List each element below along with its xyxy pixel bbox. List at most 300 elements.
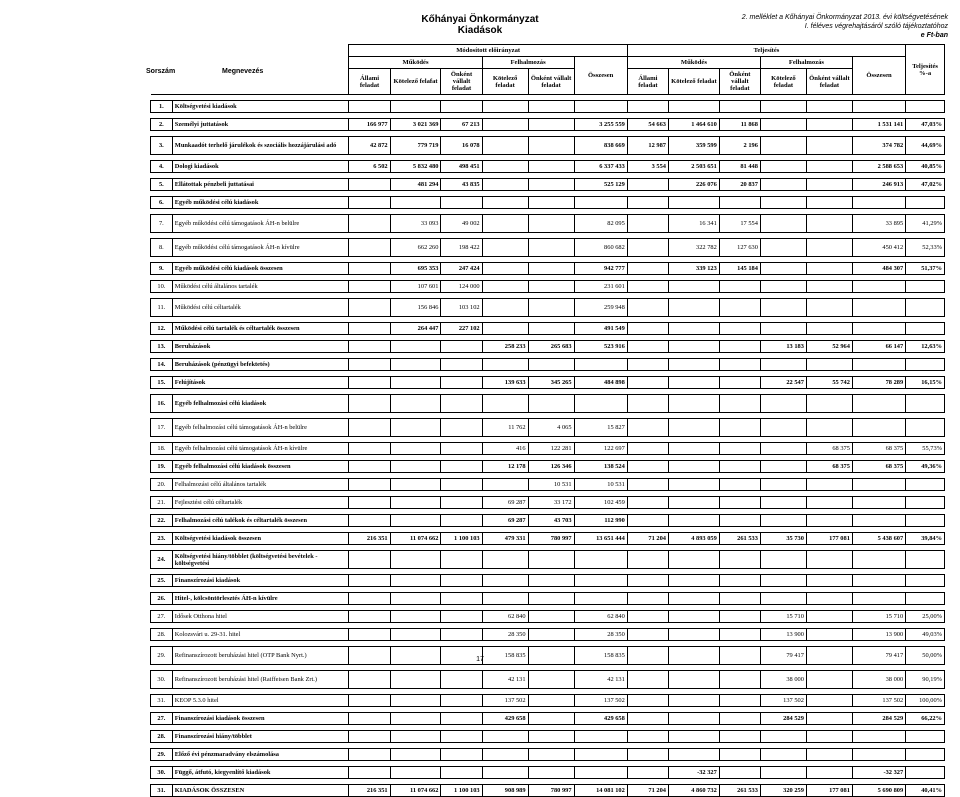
value-cell xyxy=(390,713,441,725)
value-cell xyxy=(760,575,806,587)
value-cell: 102 459 xyxy=(574,497,627,509)
row-label: Függő, átfutó, kiegyenlítő kiadások xyxy=(172,767,349,779)
value-cell: 695 353 xyxy=(390,263,441,275)
value-cell xyxy=(760,101,806,113)
table-row xyxy=(151,497,945,509)
value-cell xyxy=(719,731,760,743)
value-cell: 47,02% xyxy=(906,179,945,191)
value-cell: 40,41% xyxy=(906,785,945,797)
row-number: 1. xyxy=(151,101,173,113)
value-cell: 124 000 xyxy=(441,281,482,293)
value-cell xyxy=(627,551,668,569)
value-cell xyxy=(528,215,574,233)
value-cell xyxy=(806,101,852,113)
value-cell xyxy=(668,749,719,761)
value-cell: 5 832 480 xyxy=(390,161,441,173)
value-cell xyxy=(349,281,390,293)
value-cell xyxy=(574,731,627,743)
value-cell xyxy=(668,497,719,509)
value-cell xyxy=(668,419,719,437)
table-row xyxy=(151,239,945,257)
value-cell xyxy=(668,281,719,293)
unit-label: e Ft-ban xyxy=(920,32,948,39)
value-cell: 122 281 xyxy=(528,443,574,455)
value-cell xyxy=(668,611,719,623)
value-cell xyxy=(528,713,574,725)
teljesites-pct-header: Teljesítés %-a xyxy=(906,45,945,95)
value-cell xyxy=(760,359,806,371)
value-cell: 39,84% xyxy=(906,533,945,545)
value-cell xyxy=(390,101,441,113)
value-cell: 339 123 xyxy=(668,263,719,275)
value-cell xyxy=(627,629,668,641)
value-cell: 3 021 369 xyxy=(390,119,441,131)
value-cell: 49,03% xyxy=(906,629,945,641)
value-cell xyxy=(719,575,760,587)
value-cell xyxy=(627,443,668,455)
table-row xyxy=(151,695,945,707)
table-row xyxy=(151,359,945,371)
value-cell: 42 131 xyxy=(482,671,528,689)
value-cell: 42 131 xyxy=(574,671,627,689)
table-row xyxy=(151,419,945,437)
value-cell xyxy=(528,749,574,761)
value-cell xyxy=(719,395,760,413)
document-title: Kőhányai Önkormányzat xyxy=(421,14,539,25)
value-cell xyxy=(349,479,390,491)
value-cell xyxy=(390,671,441,689)
value-cell xyxy=(441,671,482,689)
row-number: 18. xyxy=(151,443,173,455)
table-row xyxy=(151,575,945,587)
value-cell xyxy=(760,593,806,605)
row-label: Finanszírozási kiadások összesen xyxy=(172,713,349,725)
document-subtitle: Kiadások xyxy=(457,25,503,36)
value-cell xyxy=(627,239,668,257)
value-cell xyxy=(719,377,760,389)
value-cell: 177 081 xyxy=(806,785,852,797)
value-cell xyxy=(806,239,852,257)
value-cell xyxy=(852,515,905,527)
value-cell xyxy=(719,713,760,725)
onkent-header: Önként vállalt feladat xyxy=(441,69,482,95)
value-cell xyxy=(668,395,719,413)
value-cell xyxy=(852,281,905,293)
value-cell: 50,00% xyxy=(906,647,945,665)
row-label: Finanszírozási kiadások xyxy=(172,575,349,587)
value-cell: 13 900 xyxy=(852,629,905,641)
value-cell xyxy=(627,299,668,317)
value-cell xyxy=(482,479,528,491)
value-cell xyxy=(349,593,390,605)
value-cell: 47,03% xyxy=(906,119,945,131)
value-cell xyxy=(528,137,574,155)
row-label: Refinanszírozott beruházási hitel (OTP Bank Nyrt.) xyxy=(172,647,349,665)
value-cell: 498 451 xyxy=(441,161,482,173)
value-cell xyxy=(719,629,760,641)
table-row xyxy=(151,785,945,797)
value-cell: 481 294 xyxy=(390,179,441,191)
value-cell xyxy=(906,551,945,569)
value-cell xyxy=(349,671,390,689)
value-cell: 838 669 xyxy=(574,137,627,155)
value-cell xyxy=(719,497,760,509)
value-cell: 51,37% xyxy=(906,263,945,275)
value-cell xyxy=(349,323,390,335)
value-cell: 2 588 653 xyxy=(852,161,905,173)
value-cell xyxy=(349,263,390,275)
value-cell xyxy=(719,359,760,371)
value-cell xyxy=(668,443,719,455)
value-cell xyxy=(441,731,482,743)
value-cell xyxy=(760,551,806,569)
value-cell: 62 840 xyxy=(574,611,627,623)
value-cell xyxy=(852,101,905,113)
value-cell xyxy=(390,593,441,605)
value-cell xyxy=(627,377,668,389)
value-cell: 13 900 xyxy=(760,629,806,641)
value-cell xyxy=(482,101,528,113)
value-cell: 103 102 xyxy=(441,299,482,317)
value-cell xyxy=(719,671,760,689)
table-row xyxy=(151,323,945,335)
value-cell: 28 350 xyxy=(574,629,627,641)
table-row xyxy=(151,377,945,389)
table-row xyxy=(151,671,945,689)
value-cell: 33 895 xyxy=(852,215,905,233)
value-cell xyxy=(482,281,528,293)
value-cell xyxy=(441,341,482,353)
value-cell xyxy=(627,479,668,491)
value-cell xyxy=(719,515,760,527)
row-label: Finanszírozási hiány/többlet xyxy=(172,731,349,743)
value-cell xyxy=(760,239,806,257)
value-cell: 28 350 xyxy=(482,629,528,641)
value-cell xyxy=(760,395,806,413)
value-cell xyxy=(806,263,852,275)
table-row xyxy=(151,443,945,455)
value-cell: 216 351 xyxy=(349,785,390,797)
value-cell: 69 287 xyxy=(482,515,528,527)
felhalmozas-header-actual: Felhalmozás xyxy=(760,57,852,69)
value-cell: 13 651 444 xyxy=(574,533,627,545)
value-cell: 71 204 xyxy=(627,785,668,797)
value-cell: 22 547 xyxy=(760,377,806,389)
value-cell xyxy=(349,101,390,113)
page-number: 17 xyxy=(476,656,484,663)
row-label: Működési célú általános tartalék xyxy=(172,281,349,293)
value-cell xyxy=(760,215,806,233)
value-cell xyxy=(482,323,528,335)
value-cell: 265 683 xyxy=(528,341,574,353)
value-cell xyxy=(668,341,719,353)
value-cell xyxy=(528,575,574,587)
value-cell xyxy=(719,767,760,779)
value-cell xyxy=(349,377,390,389)
value-cell xyxy=(668,359,719,371)
value-cell xyxy=(390,575,441,587)
value-cell: 33 093 xyxy=(390,215,441,233)
allami-header-2: Állami feladat xyxy=(627,69,668,95)
value-cell xyxy=(482,731,528,743)
value-cell xyxy=(668,695,719,707)
value-cell xyxy=(390,515,441,527)
value-cell xyxy=(390,197,441,209)
value-cell xyxy=(806,479,852,491)
sorszam-header: Sorszám xyxy=(146,68,176,75)
value-cell: 11 074 662 xyxy=(390,533,441,545)
row-label: Dologi kiadások xyxy=(172,161,349,173)
table-row xyxy=(151,515,945,527)
value-cell xyxy=(390,551,441,569)
annex-note xyxy=(742,13,948,40)
row-number: 6. xyxy=(151,197,173,209)
value-cell: 177 081 xyxy=(806,533,852,545)
value-cell: 12 178 xyxy=(482,461,528,473)
allami-header: Állami feladat xyxy=(349,69,390,95)
value-cell xyxy=(627,695,668,707)
value-cell xyxy=(441,461,482,473)
row-label: Működési célú tartalék és céltartalék összesen xyxy=(172,323,349,335)
value-cell xyxy=(806,515,852,527)
value-cell xyxy=(668,323,719,335)
value-cell xyxy=(627,767,668,779)
value-cell xyxy=(906,323,945,335)
value-cell xyxy=(441,443,482,455)
table-row xyxy=(151,137,945,155)
value-cell xyxy=(852,575,905,587)
value-cell xyxy=(760,419,806,437)
value-cell: 259 948 xyxy=(574,299,627,317)
value-cell: 43 835 xyxy=(441,179,482,191)
row-label: Egyéb felhalmozási célú támogatások ÁH-n kívülre xyxy=(172,443,349,455)
value-cell xyxy=(574,749,627,761)
row-number: 14. xyxy=(151,359,173,371)
value-cell: 156 846 xyxy=(390,299,441,317)
value-cell xyxy=(906,497,945,509)
value-cell xyxy=(906,281,945,293)
value-cell xyxy=(627,671,668,689)
value-cell: 12 987 xyxy=(627,137,668,155)
value-cell: 90,19% xyxy=(906,671,945,689)
value-cell: 359 599 xyxy=(668,137,719,155)
value-cell xyxy=(528,551,574,569)
value-cell xyxy=(806,695,852,707)
value-cell xyxy=(806,713,852,725)
value-cell: 158 835 xyxy=(482,647,528,665)
megnevezes-header: Megnevezés xyxy=(222,68,264,75)
value-cell: 284 529 xyxy=(852,713,905,725)
row-number: 29. xyxy=(151,749,173,761)
value-cell xyxy=(906,515,945,527)
value-cell xyxy=(441,611,482,623)
value-cell: 662 260 xyxy=(390,239,441,257)
annex-line-2: I. féléves végrehajtásáról szóló tájékoztatóhoz xyxy=(804,23,948,30)
value-cell: 66,22% xyxy=(906,713,945,725)
value-cell xyxy=(906,749,945,761)
value-cell xyxy=(441,419,482,437)
row-number: 11. xyxy=(151,299,173,317)
value-cell xyxy=(482,593,528,605)
value-cell xyxy=(482,263,528,275)
value-cell: 55 742 xyxy=(806,377,852,389)
value-cell xyxy=(349,767,390,779)
value-cell: 216 351 xyxy=(349,533,390,545)
value-cell: 284 529 xyxy=(760,713,806,725)
value-cell xyxy=(390,611,441,623)
row-number: 2. xyxy=(151,119,173,131)
value-cell: 525 129 xyxy=(574,179,627,191)
value-cell: 54 663 xyxy=(627,119,668,131)
row-label: Felhalmozási célú általános tartalék xyxy=(172,479,349,491)
value-cell xyxy=(482,239,528,257)
value-cell xyxy=(760,731,806,743)
value-cell: 137 502 xyxy=(574,695,627,707)
value-cell xyxy=(906,299,945,317)
table-row xyxy=(151,281,945,293)
value-cell xyxy=(390,497,441,509)
value-cell xyxy=(441,395,482,413)
value-cell xyxy=(806,611,852,623)
value-cell xyxy=(906,101,945,113)
value-cell xyxy=(760,515,806,527)
value-cell xyxy=(627,359,668,371)
value-cell: 523 916 xyxy=(574,341,627,353)
value-cell xyxy=(668,299,719,317)
value-cell xyxy=(760,119,806,131)
kotelezo-f-header-2: Kötelező feladat xyxy=(760,69,806,95)
value-cell: 4 860 732 xyxy=(668,785,719,797)
table-row xyxy=(151,533,945,545)
value-cell: 49,36% xyxy=(906,461,945,473)
table-row xyxy=(151,713,945,725)
value-cell: 69 287 xyxy=(482,497,528,509)
value-cell xyxy=(627,731,668,743)
row-number: 12. xyxy=(151,323,173,335)
kotelezo-m-header: Kötelező felafat xyxy=(390,69,441,95)
value-cell xyxy=(574,101,627,113)
value-cell: 137 502 xyxy=(852,695,905,707)
value-cell xyxy=(806,197,852,209)
row-number: 26. xyxy=(151,593,173,605)
value-cell: 17 554 xyxy=(719,215,760,233)
row-label: KEOP 5.3.0 hitel xyxy=(172,695,349,707)
value-cell: 15 827 xyxy=(574,419,627,437)
row-label: Egyéb felhalmozási célú kiadások xyxy=(172,395,349,413)
value-cell: 450 412 xyxy=(852,239,905,257)
table-row xyxy=(151,461,945,473)
value-cell: 38 000 xyxy=(760,671,806,689)
value-cell xyxy=(441,551,482,569)
value-cell: 62 840 xyxy=(482,611,528,623)
value-cell xyxy=(482,299,528,317)
row-number: 27. xyxy=(151,713,173,725)
value-cell xyxy=(627,323,668,335)
value-cell xyxy=(349,395,390,413)
value-cell: 261 533 xyxy=(719,785,760,797)
row-label: Költségvetési kiadások összesen xyxy=(172,533,349,545)
value-cell: 1 100 103 xyxy=(441,533,482,545)
table-row xyxy=(151,341,945,353)
osszesen-header-actual: Összesen xyxy=(852,57,905,95)
value-cell xyxy=(390,395,441,413)
value-cell xyxy=(528,671,574,689)
value-cell xyxy=(906,479,945,491)
value-cell xyxy=(627,179,668,191)
value-cell: 137 502 xyxy=(760,695,806,707)
value-cell xyxy=(482,749,528,761)
value-cell xyxy=(627,281,668,293)
value-cell xyxy=(441,767,482,779)
value-cell xyxy=(760,281,806,293)
value-cell: 429 658 xyxy=(574,713,627,725)
value-cell: 429 658 xyxy=(482,713,528,725)
value-cell xyxy=(627,461,668,473)
value-cell xyxy=(806,767,852,779)
value-cell xyxy=(760,137,806,155)
value-cell xyxy=(349,611,390,623)
value-cell: 126 346 xyxy=(528,461,574,473)
value-cell xyxy=(627,263,668,275)
value-cell xyxy=(349,461,390,473)
value-cell xyxy=(390,359,441,371)
value-cell xyxy=(627,395,668,413)
mukodes-header-actual: Működés xyxy=(627,57,760,69)
value-cell: 261 533 xyxy=(719,533,760,545)
value-cell xyxy=(390,749,441,761)
table-row xyxy=(151,299,945,317)
value-cell xyxy=(528,323,574,335)
value-cell xyxy=(806,497,852,509)
value-cell xyxy=(528,593,574,605)
value-cell xyxy=(349,515,390,527)
value-cell: 52 964 xyxy=(806,341,852,353)
row-number: 28. xyxy=(151,731,173,743)
value-cell xyxy=(441,197,482,209)
value-cell: 16,15% xyxy=(906,377,945,389)
value-cell: 35 730 xyxy=(760,533,806,545)
row-label: Személyi juttatások xyxy=(172,119,349,131)
value-cell xyxy=(760,767,806,779)
value-cell: 5 438 607 xyxy=(852,533,905,545)
value-cell xyxy=(806,629,852,641)
table-row xyxy=(151,593,945,605)
table-row xyxy=(151,215,945,233)
value-cell: 127 630 xyxy=(719,239,760,257)
value-cell: 42 872 xyxy=(349,137,390,155)
table-row xyxy=(151,161,945,173)
value-cell xyxy=(627,497,668,509)
value-cell: 112 990 xyxy=(574,515,627,527)
value-cell xyxy=(760,299,806,317)
value-cell: 264 447 xyxy=(390,323,441,335)
value-cell xyxy=(806,731,852,743)
row-label: Beruházások xyxy=(172,341,349,353)
value-cell: 38 000 xyxy=(852,671,905,689)
value-cell xyxy=(906,731,945,743)
table-row xyxy=(151,395,945,413)
value-cell: 231 601 xyxy=(574,281,627,293)
value-cell xyxy=(390,767,441,779)
value-cell: 908 989 xyxy=(482,785,528,797)
value-cell xyxy=(668,479,719,491)
kotelezo-f-header: Kötelező feladat xyxy=(482,69,528,95)
value-cell xyxy=(760,479,806,491)
value-cell xyxy=(482,161,528,173)
value-cell xyxy=(668,629,719,641)
value-cell xyxy=(349,551,390,569)
value-cell xyxy=(528,239,574,257)
